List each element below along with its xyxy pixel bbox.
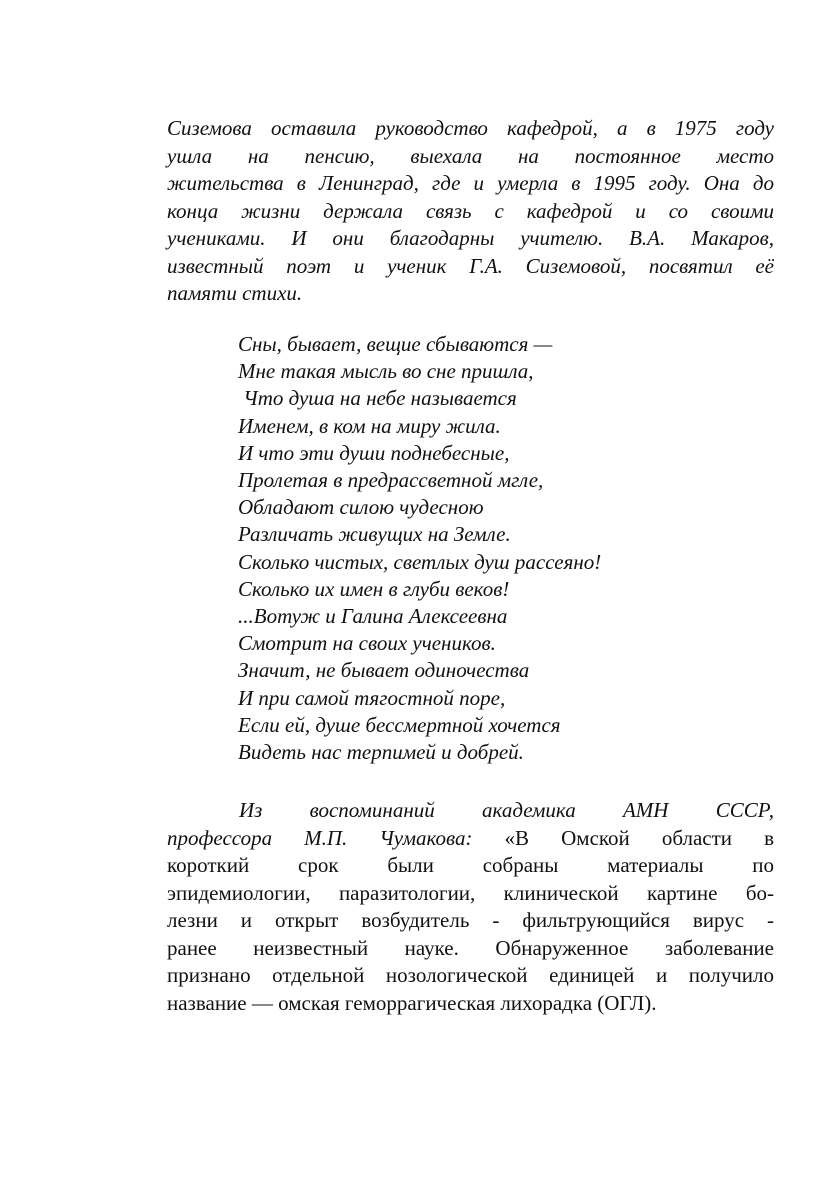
intro-paragraph — [167, 115, 774, 308]
intro-line: известный поэт и ученик Г.А. Сиземовой, посвятил её — [167, 253, 774, 278]
memoir-line: признано отдельной нозологической единицей и получило — [167, 963, 774, 987]
memoir-line: лезни и открыт возбудитель - фильтрующийся вирус - — [167, 908, 774, 932]
intro-line: ушла на пенсию, выехала на постоянное место — [167, 143, 774, 168]
poem-line: И при самой тягостной поре, — [238, 685, 506, 710]
memoir-line: Из воспоминаний академика АМН СССР, — [239, 798, 774, 822]
poem-line: Если ей, душе бессмертной хочется — [238, 712, 561, 737]
memoir-attribution: профессора М.П. Чумакова: — [167, 825, 473, 850]
intro-line: жительства в Ленинград, где и умерла в 1995 году. Она до — [167, 171, 774, 195]
memoir-quote-start: «В Омской области в — [472, 825, 774, 850]
intro-line: Сиземова оставила руководство кафедрой, а в 1975 году — [167, 116, 774, 140]
intro-line: конца жизни держала связь с кафедрой и со своими — [167, 198, 774, 223]
intro-line: учениками. И они благодарны учителю. В.А. Макаров, — [167, 226, 774, 250]
poem-line: Сколько их имен в глуби веков! — [238, 576, 510, 601]
poem-line: Сны, бывает, вещие сбываются — — [238, 332, 553, 356]
memoir-line — [167, 825, 774, 853]
poem-line: Смотрит на своих учеников. — [238, 631, 496, 656]
memoir-line: эпидемиологии, паразитологии, клинической картине бо- — [167, 880, 774, 905]
memoir-line: ранее неизвестный науке. Обнаруженное заболевание — [167, 935, 774, 960]
poem-line: Именем, в ком на миру жила. — [238, 413, 501, 438]
poem-line: Сколько чистых, светлых душ рассеяно! — [238, 549, 602, 574]
poem-line: Видеть нас терпимей и добрей. — [238, 740, 524, 765]
poem — [238, 331, 601, 766]
poem-line: ...Вотуж и Галина Алексеевна — [238, 604, 508, 629]
poem-line: Обладают силою чудесною — [238, 495, 484, 520]
poem-line: Значит, не бывает одиночества — [238, 658, 530, 683]
poem-line: Пролетая в предрассветной мгле, — [238, 468, 544, 493]
memoir-line: название — омская геморрагическая лихорадка (ОГЛ). — [167, 990, 657, 1015]
poem-line: Мне такая мысль во сне пришла, — [238, 359, 534, 384]
poem-line: Различать живущих на Земле. — [238, 522, 511, 547]
poem-line: Что душа на небе называется — [238, 386, 517, 411]
poem-line: И что эти души поднебесные, — [238, 440, 510, 465]
memoir-paragraph — [167, 797, 774, 1017]
memoir-line: короткий срок были собраны материалы по — [167, 853, 774, 877]
intro-line: памяти стихи. — [167, 281, 303, 305]
